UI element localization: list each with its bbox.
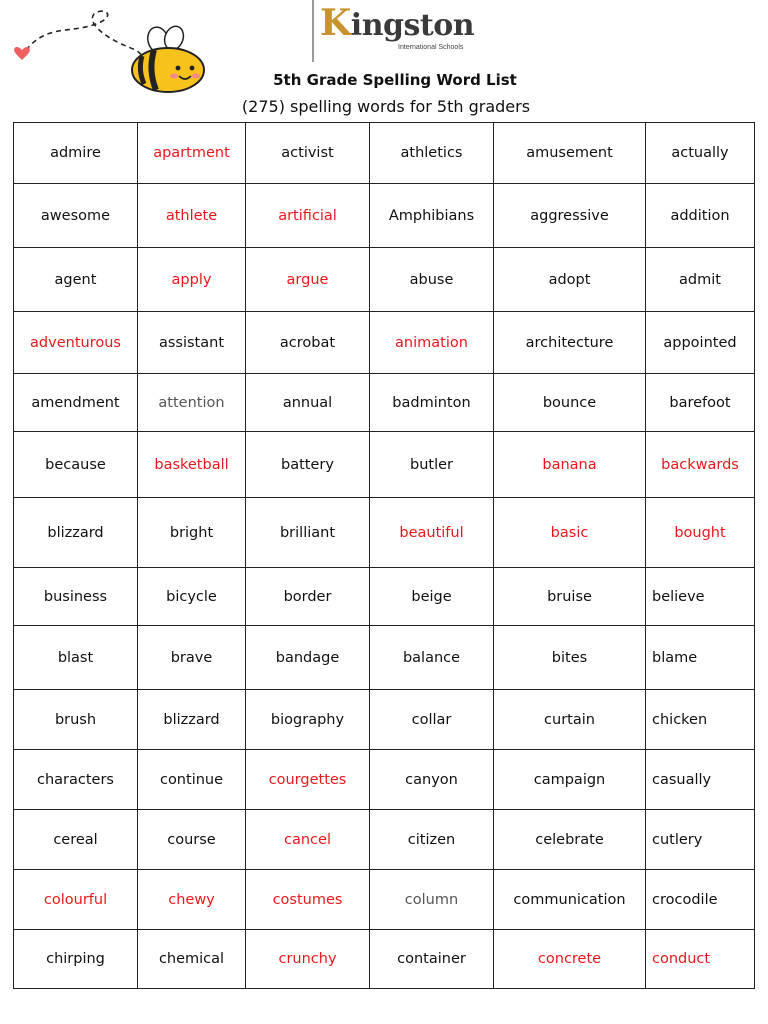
spelling-word-table (13, 122, 755, 989)
word-cell: barefoot (646, 374, 755, 432)
word-cell: bicycle (138, 568, 246, 626)
table-row (14, 432, 755, 498)
word-cell: concrete (494, 930, 646, 989)
word-cell: bites (494, 626, 646, 690)
word-cell: border (246, 568, 370, 626)
logo-initial: K (320, 2, 351, 44)
table-row (14, 374, 755, 432)
table-row (14, 184, 755, 248)
word-cell: admit (646, 248, 755, 312)
table-row (14, 750, 755, 810)
word-cell: annual (246, 374, 370, 432)
word-cell: chemical (138, 930, 246, 989)
word-cell: actually (646, 123, 755, 184)
word-cell: believe (646, 568, 755, 626)
word-cell: basketball (138, 432, 246, 498)
word-cell: collar (370, 690, 494, 750)
word-cell: beige (370, 568, 494, 626)
word-cell: apply (138, 248, 246, 312)
word-cell: costumes (246, 870, 370, 930)
word-cell: banana (494, 432, 646, 498)
word-cell: architecture (494, 312, 646, 374)
word-cell: basic (494, 498, 646, 568)
word-cell: blast (14, 626, 138, 690)
word-cell: animation (370, 312, 494, 374)
word-cell: apartment (138, 123, 246, 184)
logo-subtitle: International Schools (398, 44, 464, 51)
word-cell: appointed (646, 312, 755, 374)
word-cell: cancel (246, 810, 370, 870)
word-cell: container (370, 930, 494, 989)
word-cell: blizzard (14, 498, 138, 568)
word-cell: brilliant (246, 498, 370, 568)
word-cell: continue (138, 750, 246, 810)
word-cell: awesome (14, 184, 138, 248)
word-cell: athletics (370, 123, 494, 184)
word-cell: blizzard (138, 690, 246, 750)
word-cell: admire (14, 123, 138, 184)
logo-wordmark (320, 2, 474, 44)
word-cell: Amphibians (370, 184, 494, 248)
word-cell: chicken (646, 690, 755, 750)
table-row (14, 626, 755, 690)
word-cell: cutlery (646, 810, 755, 870)
word-cell: aggressive (494, 184, 646, 248)
school-logo (312, 0, 482, 62)
table-row (14, 312, 755, 374)
word-cell: adventurous (14, 312, 138, 374)
word-cell: cereal (14, 810, 138, 870)
spelling-word-table-body (14, 123, 755, 989)
word-cell: adopt (494, 248, 646, 312)
word-cell: bright (138, 498, 246, 568)
word-cell: curtain (494, 690, 646, 750)
page-title: 5th Grade Spelling Word List (273, 71, 517, 89)
table-row (14, 930, 755, 989)
word-cell: backwards (646, 432, 755, 498)
word-cell: business (14, 568, 138, 626)
word-cell: communication (494, 870, 646, 930)
word-cell: bought (646, 498, 755, 568)
word-cell: column (370, 870, 494, 930)
word-cell: activist (246, 123, 370, 184)
word-cell: biography (246, 690, 370, 750)
word-cell: chirping (14, 930, 138, 989)
word-cell: characters (14, 750, 138, 810)
word-cell: artificial (246, 184, 370, 248)
word-cell: abuse (370, 248, 494, 312)
word-cell: courgettes (246, 750, 370, 810)
word-cell: canyon (370, 750, 494, 810)
word-cell: badminton (370, 374, 494, 432)
word-cell: balance (370, 626, 494, 690)
word-cell: acrobat (246, 312, 370, 374)
table-row (14, 498, 755, 568)
word-cell: citizen (370, 810, 494, 870)
word-cell: conduct (646, 930, 755, 989)
logo-rest: ingston (350, 8, 475, 43)
word-cell: addition (646, 184, 755, 248)
logo-divider (312, 0, 314, 62)
word-cell: bounce (494, 374, 646, 432)
page-header (0, 0, 768, 122)
word-cell: campaign (494, 750, 646, 810)
word-cell: celebrate (494, 810, 646, 870)
word-cell: brave (138, 626, 246, 690)
table-row (14, 568, 755, 626)
word-cell: argue (246, 248, 370, 312)
word-cell: crocodile (646, 870, 755, 930)
word-cell: amusement (494, 123, 646, 184)
word-cell: assistant (138, 312, 246, 374)
page-subtitle: (275) spelling words for 5th graders (241, 97, 531, 116)
word-cell: bruise (494, 568, 646, 626)
word-cell: beautiful (370, 498, 494, 568)
word-cell: crunchy (246, 930, 370, 989)
word-cell: amendment (14, 374, 138, 432)
word-cell: attention (138, 374, 246, 432)
word-cell: course (138, 810, 246, 870)
table-row (14, 123, 755, 184)
table-row (14, 690, 755, 750)
word-cell: casually (646, 750, 755, 810)
word-cell: chewy (138, 870, 246, 930)
word-cell: battery (246, 432, 370, 498)
word-cell: agent (14, 248, 138, 312)
word-cell: bandage (246, 626, 370, 690)
word-cell: because (14, 432, 138, 498)
table-row (14, 870, 755, 930)
table-row (14, 810, 755, 870)
table-row (14, 248, 755, 312)
word-cell: butler (370, 432, 494, 498)
word-cell: brush (14, 690, 138, 750)
word-cell: colourful (14, 870, 138, 930)
word-cell: blame (646, 626, 755, 690)
word-cell: athlete (138, 184, 246, 248)
